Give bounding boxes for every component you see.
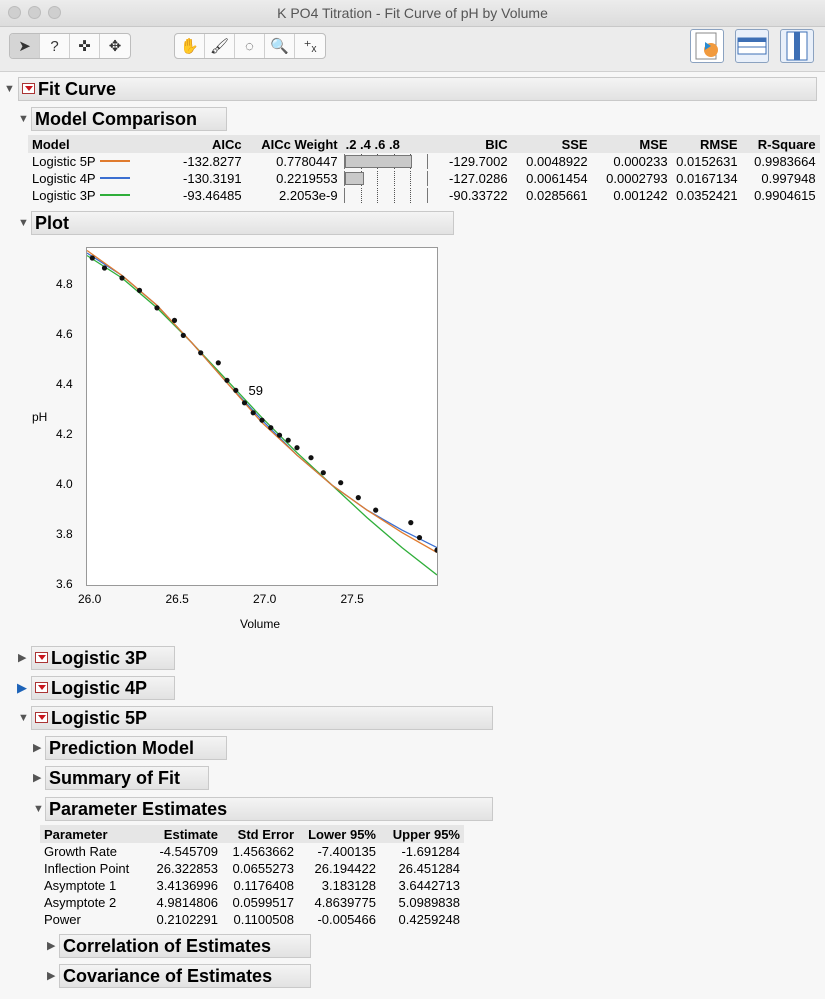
bic-value (432, 153, 512, 170)
col-r-square: R-Square (742, 135, 820, 153)
plot-header[interactable]: Plot (31, 211, 454, 235)
estimate-value: -4.545709 (159, 844, 218, 859)
x-tick-label: 27.0 (253, 592, 277, 606)
line-swatch-icon (100, 160, 130, 162)
aicc-weight-value-text: 2.2053e-9 (279, 188, 338, 203)
model-comparison-header[interactable]: Model Comparison (31, 107, 227, 131)
aicc-value-text: -130.3191 (183, 171, 242, 186)
y-axis-label: pH (32, 410, 48, 424)
data-point[interactable] (216, 360, 221, 365)
model-row[interactable] (28, 170, 820, 187)
data-point[interactable] (338, 480, 343, 485)
logistic-5p-disclosure-icon[interactable]: ▼ (18, 712, 29, 724)
r-square-value-text: 0.997948 (761, 171, 816, 186)
window-title: K PO4 Titration - Fit Curve of pH by Volume (277, 5, 548, 21)
estimate-value: 3.4136996 (156, 878, 218, 893)
mse-value-text: 0.001242 (613, 188, 668, 203)
logistic-4p-header[interactable]: Logistic 4P (31, 676, 175, 700)
weight-bar-track (344, 188, 428, 203)
bic-value-text: -90.33722 (449, 188, 508, 203)
weight-bar-cell (342, 187, 432, 204)
bic-value-text: -127.0286 (449, 171, 508, 186)
rmse-value-text: 0.0152631 (676, 154, 738, 169)
data-point[interactable] (259, 418, 264, 423)
weight-bar-track (344, 171, 428, 186)
lower-95-value: -0.005466 (317, 912, 376, 927)
weight-gridline (377, 188, 378, 203)
col-weight-bars: .2 .4 .6 .8 (342, 135, 432, 153)
std-error-value: 0.1100508 (233, 912, 294, 927)
sse-value-text: 0.0285661 (526, 188, 588, 203)
data-point[interactable] (373, 508, 378, 513)
data-point[interactable] (119, 275, 124, 280)
model-row[interactable] (28, 187, 820, 204)
data-point[interactable] (356, 495, 361, 500)
column-panel-icon[interactable] (780, 29, 814, 63)
mse-value (592, 187, 672, 204)
aicc-value (134, 187, 246, 204)
r-square-value-text: 0.9983664 (754, 154, 816, 169)
point-label-59: 59 (248, 382, 263, 398)
plot-svg[interactable] (87, 248, 437, 585)
estimate-value: 0.2102291 (156, 912, 218, 927)
parameter-row[interactable] (40, 911, 464, 928)
fit-curve-plot[interactable] (86, 247, 438, 586)
weight-gridline (377, 171, 378, 186)
covariance-disclosure-icon[interactable]: ▶ (47, 970, 56, 982)
y-tick-label: 4.8 (56, 277, 73, 292)
sse-value-text: 0.0048922 (526, 154, 588, 169)
r-square-value (742, 153, 820, 170)
red-triangle-menu-icon[interactable] (35, 712, 48, 723)
data-point[interactable] (308, 455, 313, 460)
line-swatch-icon (100, 177, 130, 179)
prediction-model-disclosure-icon[interactable]: ▶ (33, 742, 42, 754)
annotate-tool-icon[interactable]: ⁺ₓ (303, 38, 317, 55)
col-rmse: RMSE (672, 135, 742, 153)
weight-gridline (361, 188, 362, 203)
aicc-value-text: -132.8277 (183, 154, 242, 169)
aicc-value-text: -93.46485 (183, 188, 242, 203)
weight-bar-cell (342, 170, 432, 187)
estimate-value: 26.322853 (156, 861, 218, 876)
data-point[interactable] (102, 265, 107, 270)
col-sse: SSE (512, 135, 592, 153)
aicc-weight-value-text: 0.7780447 (276, 154, 338, 169)
upper-95-value: 26.451284 (398, 861, 460, 876)
parameter-name: Power (44, 912, 81, 927)
parameter-row[interactable] (40, 877, 464, 894)
weight-gridline (410, 171, 411, 186)
aicc-weight-value (246, 170, 342, 187)
model-comparison-body (28, 153, 820, 204)
r-square-value-text: 0.9904615 (754, 188, 816, 203)
x-axis-label: Volume (240, 617, 281, 631)
data-table-icon[interactable] (735, 29, 769, 63)
upper-95-value: -1.691284 (401, 844, 460, 859)
red-triangle-menu-icon[interactable] (22, 83, 35, 94)
aicc-weight-value (246, 187, 342, 204)
fit-line-logistic-5p[interactable] (87, 251, 437, 553)
move-tool-icon[interactable]: ✥ (108, 38, 122, 55)
aicc-weight-value-text: 0.2219553 (276, 171, 338, 186)
y-tick-label: 4.6 (56, 327, 73, 342)
logistic-3p-header[interactable]: Logistic 3P (31, 646, 175, 670)
help-tool-icon[interactable]: ? (40, 34, 70, 58)
data-point[interactable] (286, 438, 291, 443)
fit-curve-header[interactable]: Fit Curve (18, 77, 817, 101)
data-point[interactable] (172, 318, 177, 323)
lasso-tool-icon[interactable]: ◌ (235, 34, 265, 58)
weight-gridline (394, 188, 395, 203)
aicc-weight-value (246, 153, 342, 170)
logistic-4p-disclosure-icon[interactable]: ▶ (17, 680, 27, 695)
std-error-value: 0.0599517 (232, 895, 294, 910)
plot-disclosure-icon[interactable]: ▼ (18, 217, 29, 229)
mse-value-text: 0.0002793 (606, 171, 668, 186)
model-name-text: Logistic 3P (32, 188, 96, 203)
col-std-error: Std Error (222, 825, 298, 843)
std-error-value: 1.4563662 (232, 844, 294, 859)
logistic-5p-header[interactable]: Logistic 5P (31, 706, 493, 730)
data-point[interactable] (90, 255, 95, 260)
y-tick-label: 3.8 (56, 527, 73, 542)
weight-gridline (410, 188, 411, 203)
estimate-value: 4.9814806 (156, 895, 218, 910)
data-point[interactable] (268, 425, 273, 430)
zoom-tool-icon[interactable]: 🔍 (265, 34, 295, 58)
data-point[interactable] (137, 288, 142, 293)
aicc-value (134, 153, 246, 170)
model-comparison-table (28, 135, 820, 204)
rmse-value-text: 0.0167134 (676, 171, 738, 186)
brush-tool-icon[interactable]: 🖌 (205, 34, 235, 58)
col-mse: MSE (592, 135, 672, 153)
y-tick-label: 4.2 (56, 427, 73, 442)
parameter-name: Inflection Point (44, 861, 130, 876)
std-error-value: 0.1176408 (233, 878, 294, 893)
std-error-value: 0.0655273 (232, 861, 294, 876)
lower-95-value: -7.400135 (317, 844, 376, 859)
rmse-value-text: 0.0352421 (676, 188, 738, 203)
lower-95-value: 3.183128 (321, 878, 376, 893)
parameter-row[interactable] (40, 843, 464, 860)
tool-group-1 (9, 33, 131, 59)
weight-bar (345, 155, 412, 168)
weight-gridline (394, 171, 395, 186)
data-point[interactable] (198, 350, 203, 355)
data-point[interactable] (277, 433, 282, 438)
lower-95-value: 4.8639775 (314, 895, 376, 910)
summary-of-fit-header[interactable]: Summary of Fit (45, 766, 209, 790)
col-lower-95: Lower 95% (298, 825, 380, 843)
bic-value (432, 170, 512, 187)
y-tick-label: 4.0 (56, 477, 73, 492)
weight-bar-track (344, 154, 428, 169)
parameter-estimates-table (40, 825, 464, 928)
model-row[interactable] (28, 153, 820, 170)
lower-95-value: 26.194422 (314, 861, 376, 876)
fit-line-logistic-3p[interactable] (87, 256, 437, 576)
fit-curve-disclosure-icon[interactable]: ▼ (4, 83, 15, 95)
data-point[interactable] (321, 470, 326, 475)
x-tick-label: 26.5 (165, 592, 189, 606)
parameter-row[interactable] (40, 894, 464, 911)
data-point[interactable] (181, 333, 186, 338)
parameter-estimates-disclosure-icon[interactable]: ▼ (33, 803, 44, 815)
tool-group-2 (174, 33, 326, 59)
r-square-value (742, 187, 820, 204)
sse-value (512, 170, 592, 187)
bic-value (432, 187, 512, 204)
model-name (28, 170, 134, 187)
upper-95-value: 5.0989838 (398, 895, 460, 910)
red-triangle-menu-icon[interactable] (35, 652, 48, 663)
data-point[interactable] (224, 378, 229, 383)
logistic-3p-disclosure-icon[interactable]: ▶ (18, 652, 27, 664)
data-point[interactable] (417, 535, 422, 540)
parameter-row[interactable] (40, 860, 464, 877)
data-point[interactable] (154, 305, 159, 310)
correlation-disclosure-icon[interactable]: ▶ (47, 940, 56, 952)
crosshair-tool-icon[interactable]: ✜ (70, 34, 100, 58)
mse-value (592, 170, 672, 187)
title-bar (0, 0, 825, 27)
parameter-name: Asymptote 2 (44, 895, 117, 910)
col-parameter: Parameter (40, 825, 146, 843)
upper-95-value: 3.6442713 (398, 878, 460, 893)
parameter-name: Growth Rate (44, 844, 117, 859)
col-bic: BIC (432, 135, 512, 153)
rmse-value (672, 187, 742, 204)
covariance-of-estimates-header[interactable]: Covariance of Estimates (59, 964, 311, 988)
model-name (28, 187, 134, 204)
sse-value (512, 187, 592, 204)
upper-95-value: 0.4259248 (398, 912, 460, 927)
mse-value (592, 153, 672, 170)
x-tick-label: 26.0 (78, 592, 102, 606)
y-tick-label: 4.4 (56, 377, 73, 392)
line-swatch-icon (100, 194, 130, 196)
weight-bar (345, 172, 364, 185)
rmse-value (672, 153, 742, 170)
bic-value-text: -129.7002 (449, 154, 508, 169)
col-aicc: AICc (134, 135, 246, 153)
col-estimate: Estimate (146, 825, 222, 843)
col-aicc-weight: AICc Weight (246, 135, 342, 153)
parameter-name: Asymptote 1 (44, 878, 117, 893)
prediction-model-header[interactable]: Prediction Model (45, 736, 227, 760)
y-tick-label: 3.6 (56, 577, 73, 591)
col-upper-95: Upper 95% (380, 825, 464, 843)
model-name-text: Logistic 5P (32, 154, 96, 169)
data-point[interactable] (242, 400, 247, 405)
data-point[interactable] (408, 520, 413, 525)
weight-bar-cell (342, 153, 432, 170)
mse-value-text: 0.000233 (613, 154, 668, 169)
fit-line-logistic-4p[interactable] (87, 253, 437, 548)
x-tick-label: 27.5 (340, 592, 364, 606)
sse-value (512, 153, 592, 170)
summary-of-fit-disclosure-icon[interactable]: ▶ (33, 772, 42, 784)
grabber-tool-icon[interactable]: ✋ (175, 34, 205, 58)
parameter-estimates-header[interactable]: Parameter Estimates (45, 797, 493, 821)
sse-value-text: 0.0061454 (526, 171, 588, 186)
data-point[interactable] (294, 445, 299, 450)
jmp-home-icon[interactable] (690, 29, 724, 63)
toolbar (0, 27, 825, 72)
model-name (28, 153, 134, 170)
correlation-of-estimates-header[interactable]: Correlation of Estimates (59, 934, 311, 958)
rmse-value (672, 170, 742, 187)
red-triangle-menu-icon[interactable] (35, 682, 48, 693)
r-square-value (742, 170, 820, 187)
model-name-text: Logistic 4P (32, 171, 96, 186)
data-point[interactable] (251, 410, 256, 415)
model-comparison-disclosure-icon[interactable]: ▼ (18, 113, 29, 125)
col-model: Model (28, 135, 134, 153)
arrow-tool-icon[interactable]: ➤ (10, 34, 40, 58)
parameter-estimates-body (40, 843, 464, 928)
aicc-value (134, 170, 246, 187)
data-point[interactable] (233, 388, 238, 393)
